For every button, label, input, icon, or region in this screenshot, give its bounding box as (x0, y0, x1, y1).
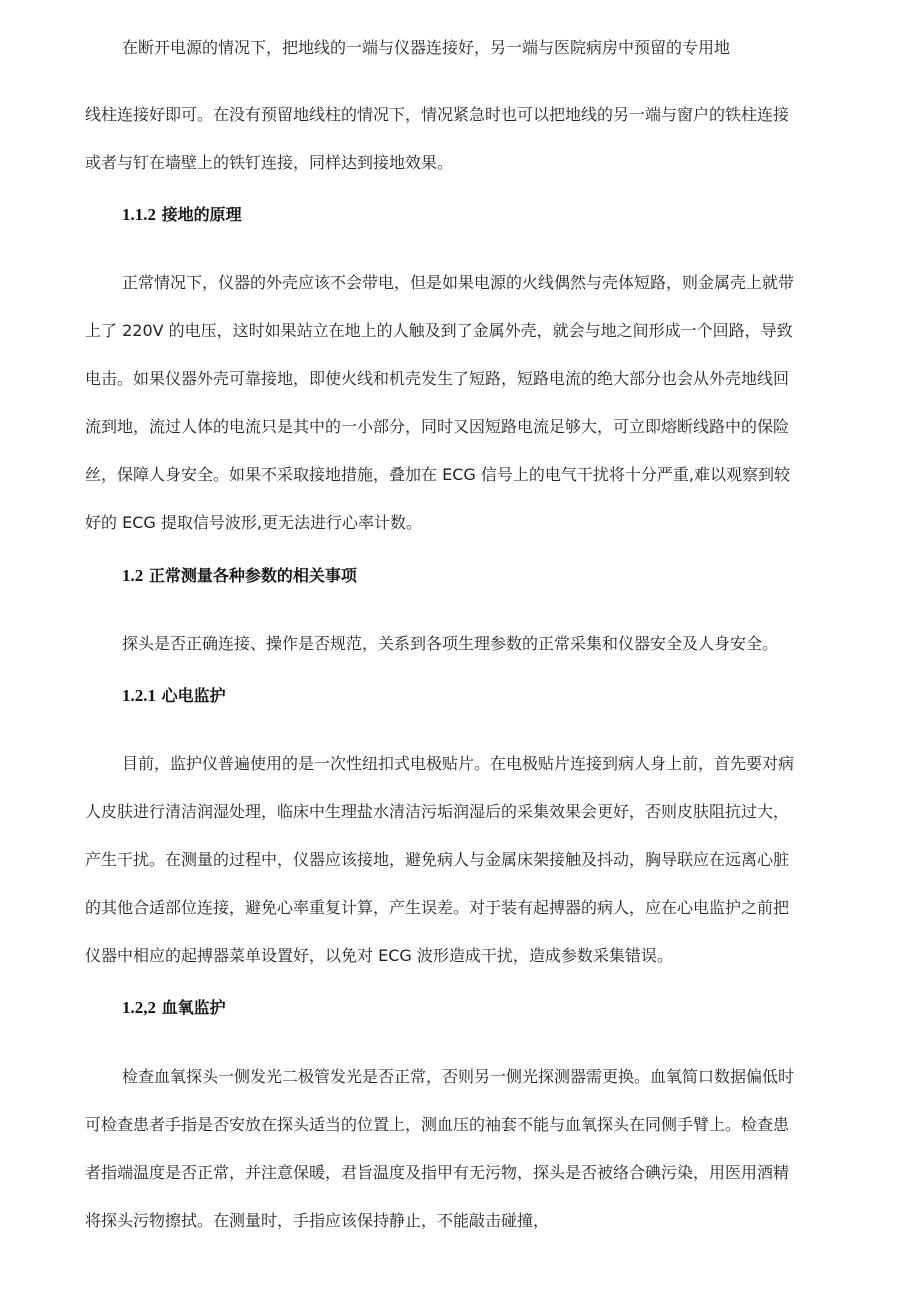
paragraph-4-line-2: 人皮肤进行清洁润湿处理，临床中生理盐水清洁污垢润湿后的采集效果会更好，否则皮肤阻抗过大， (85, 802, 790, 821)
paragraph-5-line-1: 检查血氧探头一侧发光二极管发光是否正常，否则另一侧光探测器需更换。血氧简口数据偏低时 (122, 1067, 795, 1086)
paragraph-1-line-3: 或者与钉在墙壁上的铁钉连接，同样达到接地效果。 (85, 153, 454, 172)
paragraph-2-line-2: 上了 220V 的电压，这时如果站立在地上的人触及到了金属外壳，就会与地之间形成一个回路，导致 (85, 321, 793, 340)
paragraph-4-line-5: 仪器中相应的起搏器菜单设置好，以免对 ECG 波形造成干扰，造成参数采集错误。 (85, 946, 673, 965)
section-number: 1.2 (122, 566, 144, 585)
section-number: 1.2,2 (122, 998, 156, 1017)
paragraph-5-line-2: 可检查患者手指是否安放在探头适当的位置上，测血压的袖套不能与血氧探头在同侧手臂上。检查患 (85, 1115, 790, 1134)
section-number: 1.2.1 (122, 686, 156, 705)
paragraph-1-line-1: 在断开电源的情况下，把地线的一端与仪器连接好，另一端与医院病房中预留的专用地 (122, 38, 731, 57)
paragraph-2-line-3: 电击。如果仪器外壳可靠接地，即使火线和机壳发生了短路，短路电流的绝大部分也会从外壳地线回 (85, 369, 790, 388)
paragraph-2-line-1: 正常情况下，仪器的外壳应该不会带电，但是如果电源的火线偶然与壳体短路，则金属壳上就带 (122, 273, 795, 292)
paragraph-4-line-4: 的其他合适部位连接，避免心率重复计算，产生误差。对于装有起搏器的病人，应在心电监护之前把 (85, 898, 790, 917)
paragraph-1-line-2: 线柱连接好即可。在没有预留地线柱的情况下，情况紧急时也可以把地线的另一端与窗户的铁柱连接 (85, 105, 790, 124)
section-title: 正常测量各种参数的相关事项 (148, 566, 357, 585)
section-title: 接地的原理 (161, 205, 242, 224)
section-heading-1-2-2 (122, 998, 226, 1018)
section-title: 心电监护 (161, 686, 226, 705)
paragraph-4-line-1: 目前，监护仪普遍使用的是一次性纽扣式电极贴片。在电极贴片连接到病人身上前，首先要对病 (122, 754, 795, 773)
paragraph-2-line-4: 流到地，流过人体的电流只是其中的一小部分，同时又因短路电流足够大，可立即熔断线路中的保险 (85, 417, 790, 436)
section-title: 血氧监护 (161, 998, 226, 1017)
paragraph-3-line-1: 探头是否正确连接、操作是否规范，关系到各项生理参数的正常采集和仪器安全及人身安全。 (122, 634, 779, 653)
paragraph-5-line-4: 将探头污物擦拭。在测量时，手指应该保持静止，不能敲击碰撞， (85, 1211, 550, 1230)
paragraph-4-line-3: 产生干扰。在测量的过程中，仪器应该接地，避免病人与金属床架接触及抖动，胸导联应在远离心脏 (85, 850, 790, 869)
section-heading-1-1-2 (122, 205, 242, 225)
paragraph-2-line-6: 好的 ECG 提取信号波形,更无法进行心率计数。 (85, 513, 422, 532)
section-number: 1.1.2 (122, 205, 156, 224)
paragraph-5-line-3: 者指端温度是否正常，并注意保暖，君旨温度及指甲有无污物，探头是否被络合碘污染，用医用酒精 (85, 1163, 790, 1182)
paragraph-2-line-5: 丝，保障人身安全。如果不采取接地措施，叠加在 ECG 信号上的电气干扰将十分严重,难以观察到较 (85, 465, 790, 484)
section-heading-1-2-1 (122, 686, 226, 706)
section-heading-1-2 (122, 566, 357, 586)
